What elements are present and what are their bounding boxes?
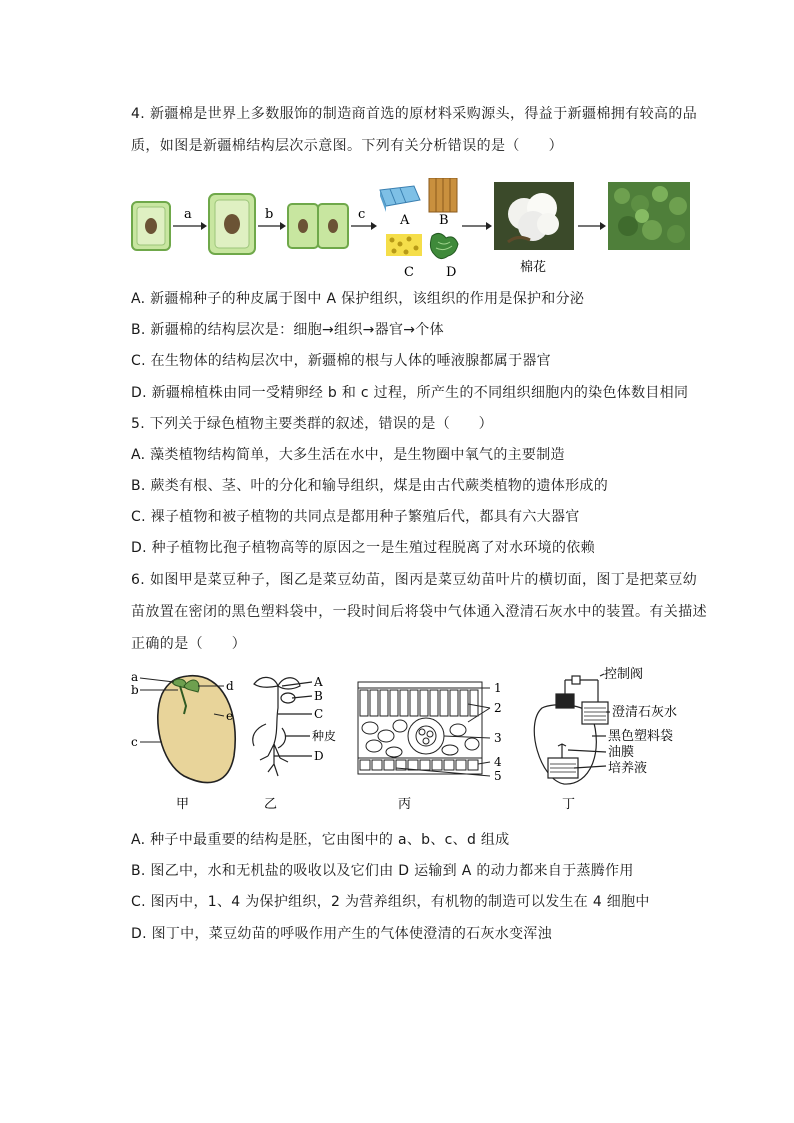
tissue-a-label: A xyxy=(400,213,410,228)
fig-yi: 乙 xyxy=(264,797,278,812)
tissue-c-image xyxy=(386,234,422,256)
q4-stem-line2: 质，如图是新疆棉结构层次示意图。下列有关分析错误的是（ ） xyxy=(131,138,563,154)
cotton-label: 棉花 xyxy=(520,260,547,275)
sprout-label-a: A xyxy=(314,675,323,689)
q6-option-a: A. 种子中最重要的结构是胚，它由图中的 a、b、c、d 组成 xyxy=(131,832,510,848)
q5-stem: 5. 下列关于绿色植物主要类群的叙述，错误的是（ ） xyxy=(131,416,493,432)
seed-label-c: c xyxy=(131,735,138,749)
fig-bing: 丙 xyxy=(398,797,412,812)
apparatus xyxy=(534,674,610,784)
tissue-a-image xyxy=(380,186,420,212)
seed-label-b: b xyxy=(131,683,139,697)
sprout-label-seed-coat: 种皮 xyxy=(312,729,337,743)
sprout-label-d: D xyxy=(314,749,324,763)
vein xyxy=(408,718,444,754)
tissue-d-label: D xyxy=(446,265,457,278)
seed-label-e: e xyxy=(226,709,234,723)
q4-option-d: D. 新疆棉植株由同一受精卵经 b 和 c 过程，所产生的不同组织细胞内的染色体数目相同 xyxy=(131,385,689,401)
arrow-b-label: b xyxy=(265,207,274,222)
leaf-label-3: 3 xyxy=(494,731,502,745)
q6-option-b: B. 图乙中，水和无机盐的吸收以及它们由 D 运输到 A 的动力都来自于蒸腾作用 xyxy=(131,863,634,879)
tissue-b-image xyxy=(429,178,457,212)
label-black-bag: 黑色塑料袋 xyxy=(608,729,674,744)
grown-cell xyxy=(209,194,255,254)
single-cell xyxy=(132,202,170,250)
q4-option-a: A. 新疆棉种子的种皮属于图中 A 保护组织，该组织的作用是保护和分泌 xyxy=(131,291,585,307)
leaf-label-1: 1 xyxy=(494,681,502,695)
q6-figure xyxy=(128,664,694,818)
q5-option-c: C. 裸子植物和被子植物的共同点是都用种子繁殖后代，都具有六大器官 xyxy=(131,509,580,525)
label-culture: 培养液 xyxy=(608,761,648,776)
q6-stem-line1: 6. 如图甲是菜豆种子，图乙是菜豆幼苗，图丙是菜豆幼苗叶片的横切面，图丁是把菜豆幼 xyxy=(131,572,698,588)
fig-jia: 甲 xyxy=(176,797,190,812)
q5-option-a: A. 藻类植物结构简单，大多生活在水中，是生物圈中氧气的主要制造 xyxy=(131,447,565,463)
label-valve: 控制阀 xyxy=(604,667,644,682)
bean-seedling xyxy=(253,677,312,776)
q5-option-d: D. 种子植物比孢子植物高等的原因之一是生殖过程脱离了对水环境的依赖 xyxy=(131,540,595,556)
seed-label-a: a xyxy=(131,670,139,684)
sprout-label-b: B xyxy=(314,689,323,703)
q4-option-c: C. 在生物体的结构层次中，新疆棉的根与人体的唾液腺都属于器官 xyxy=(131,353,551,369)
divided-cells xyxy=(288,204,348,248)
tissue-d-image xyxy=(430,233,458,258)
leaf-label-5: 5 xyxy=(494,769,502,783)
q4-option-b: B. 新疆棉的结构层次是：细胞→组织→器官→个体 xyxy=(131,322,444,338)
cotton-plant-image xyxy=(608,182,690,250)
q6-stem xyxy=(131,564,707,660)
arrow-c-label: c xyxy=(358,207,366,222)
fig-ding: 丁 xyxy=(562,797,576,812)
label-oil-film: 油膜 xyxy=(608,745,635,760)
bean-seed xyxy=(140,676,235,783)
leaf-cross-section xyxy=(358,682,490,776)
q6-option-c: C. 图丙中，1、4 为保护组织，2 为营养组织，有机物的制造可以发生在 4 细胞中 xyxy=(131,894,650,910)
seed-label-d: d xyxy=(226,679,234,693)
q6-stem-line2: 苗放置在密闭的黑色塑料袋中，一段时间后将袋中气体通入澄清石灰水中的装置。有关描述 xyxy=(131,604,707,620)
leaf-label-4: 4 xyxy=(494,755,502,769)
q4-figure xyxy=(128,178,694,278)
arrow-a-label: a xyxy=(184,207,192,222)
tissue-c-label: C xyxy=(404,265,414,278)
tissue-b-label: B xyxy=(439,213,449,228)
q4-stem xyxy=(131,98,698,162)
leaf-label-2: 2 xyxy=(494,701,502,715)
cotton-image xyxy=(494,182,574,250)
q4-stem-line1: 4. 新疆棉是世界上多数服饰的制造商首选的原材料采购源头，得益于新疆棉拥有较高的品 xyxy=(131,106,698,122)
sprout-label-c: C xyxy=(314,707,324,721)
label-limewater: 澄清石灰水 xyxy=(612,705,678,720)
q5-option-b: B. 蕨类有根、茎、叶的分化和输导组织，煤是由古代蕨类植物的遗体形成的 xyxy=(131,478,609,494)
q6-option-d: D. 图丁中，菜豆幼苗的呼吸作用产生的气体使澄清的石灰水变浑浊 xyxy=(131,926,552,942)
q6-stem-line3: 正确的是（ ） xyxy=(131,636,247,652)
